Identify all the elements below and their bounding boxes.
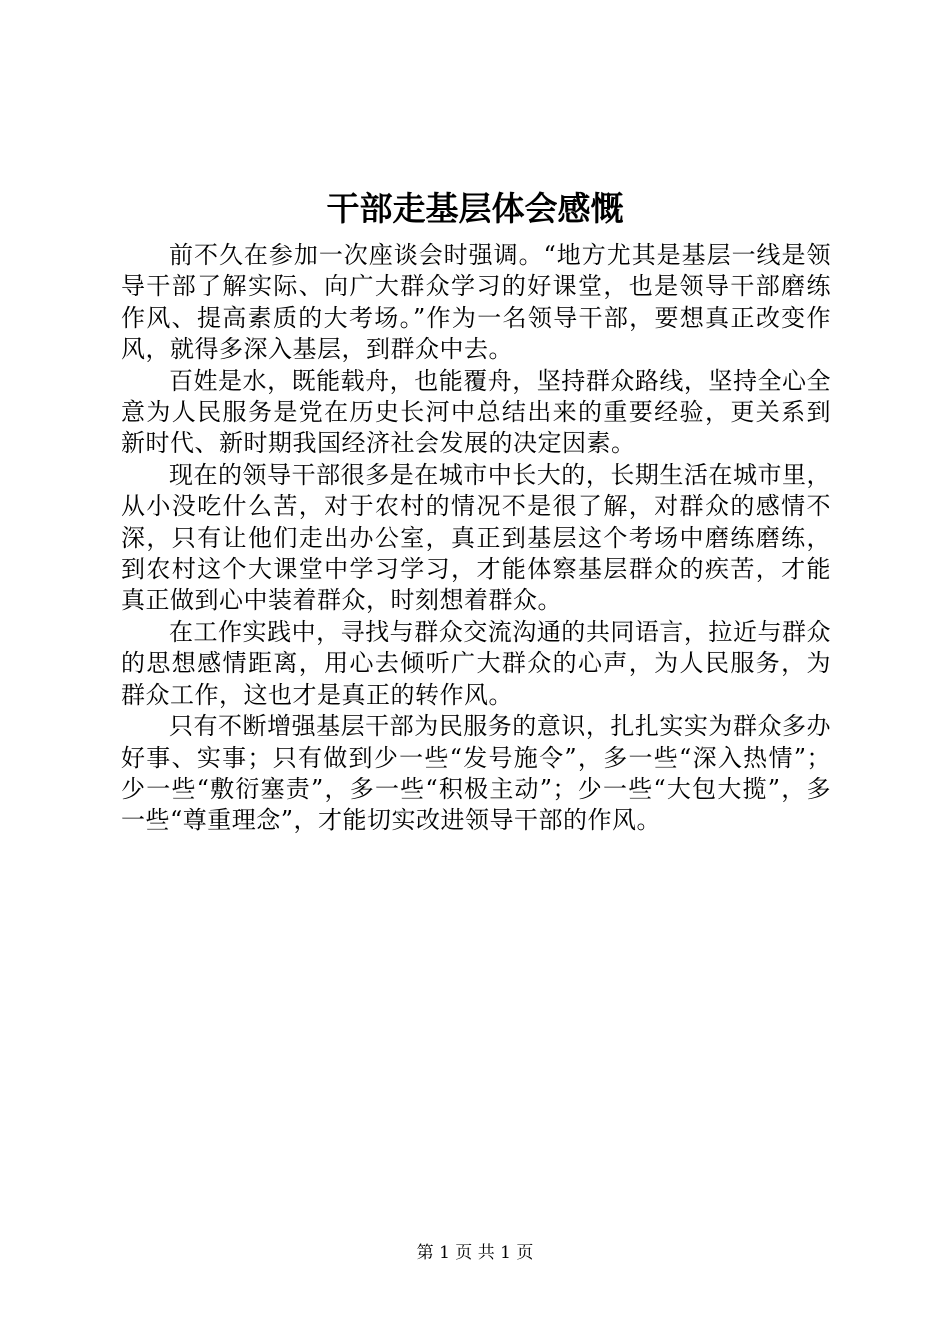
paragraph-3: 现在的领导干部很多是在城市中长大的，长期生活在城市里，从小没吃什么苦，对于农村的情况不是很了解，对群众的感情不深，只有让他们走出办公室，真正到基层这个考场中磨练磨练，到农村这个大课堂中学习学习，才能体察基层群众的疾苦，才能真正做到心中装着群众，时刻想着群众。 — [121, 460, 831, 615]
document-title: 干部走基层体会感慨 — [326, 189, 624, 228]
paragraph-1: 前不久在参加一次座谈会时强调。“地方尤其是基层一线是领导干部了解实际、向广大群众学习的好课堂，也是领导干部磨练作风、提高素质的大考场。”作为一名领导干部，要想真正改变作风，就得多深入基层，到群众中去。 — [121, 241, 831, 364]
document-body — [121, 240, 831, 837]
page-footer: 第 1 页 共 1 页 — [416, 1243, 534, 1263]
paragraph-4: 在工作实践中，寻找与群众交流沟通的共同语言，拉近与群众的思想感情距离，用心去倾听广大群众的心声，为人民服务，为群众工作，这也才是真正的转作风。 — [121, 617, 831, 709]
paragraph-5: 只有不断增强基层干部为民服务的意识，扎扎实实为群众多办好事、实事；只有做到少一些“发号施令”，多一些“深入热情”；少一些“敷衍塞责”，多一些“积极主动”；少一些“大包大揽”，多一些“尊重理念”，才能切实改进领导干部的作风。 — [121, 712, 831, 835]
paragraph-2: 百姓是水，既能载舟，也能覆舟，坚持群众路线，坚持全心全意为人民服务是党在历史长河中总结出来的重要经验，更关系到新时代、新时期我国经济社会发展的决定因素。 — [121, 366, 831, 458]
